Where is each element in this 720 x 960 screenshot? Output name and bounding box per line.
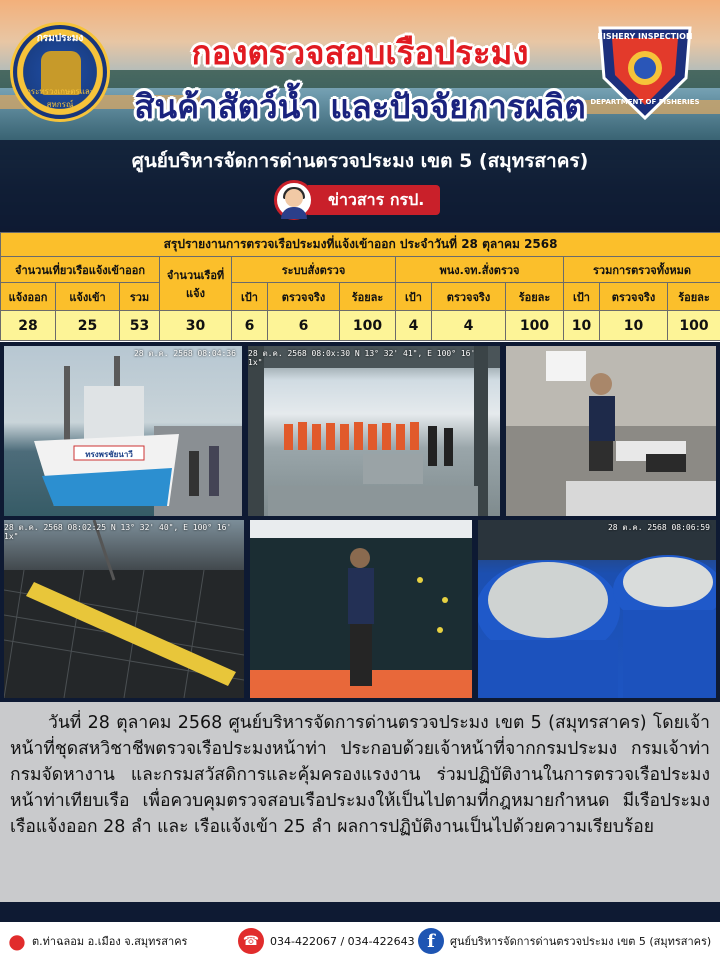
inspection-report-table bbox=[0, 232, 720, 342]
logo-right-top-text: FISHERY INSPECTION bbox=[597, 32, 693, 41]
subheader-system-target: เป้า bbox=[232, 283, 268, 311]
officer-and-net-pile-illustration bbox=[250, 520, 472, 698]
photo-team-at-pier bbox=[248, 346, 500, 516]
value-vessels: 30 bbox=[160, 311, 232, 341]
subheader-officer-actual: ตรวจจริง bbox=[432, 283, 506, 311]
footer-facebook-text: ศูนย์บริหารจัดการด่านตรวจประมง เขต 5 (สมุทรสาคร) bbox=[450, 935, 712, 948]
news-label: ข่าวสาร กรป. bbox=[308, 185, 440, 215]
value-total-actual: 10 bbox=[600, 311, 668, 341]
value-officer-actual: 4 bbox=[432, 311, 506, 341]
value-total-target: 10 bbox=[564, 311, 600, 341]
value-total-percent: 100 bbox=[668, 311, 720, 341]
header-banner bbox=[0, 0, 720, 232]
value-out: 28 bbox=[1, 311, 56, 341]
page-title-line-1: กองตรวจสอบเรือประมง bbox=[191, 33, 529, 72]
news-body-text: วันที่ 28 ตุลาคม 2568 ศูนย์บริหารจัดการด่านตรวจประมง เขต 5 (สมุทรสาคร) โดยเจ้าหน้าที่ชุดสหวิชาชีพตรวจเรือประมงหน้าท่า ประกอบด้วยเจ้าหน้าที่จากกรมประมง กรมเจ้าท่า กรมจัดหางาน และกรมสวัสดิการและคุ้มครองแรงงาน ร่วมปฏิบัติงานในการตรวจเรือประมงหน้าท่าเทียบเรือ เพื่อควบคุมตรวจสอบเรือประมงให้เป็นไปตามที่กฎหมายกำหนด มีเรือประมง เรือแจ้งออก 28 ลำ และ เรือแจ้งเข้า 25 ลำ ผลการปฏิบัติงานเป็นไปด้วยความเรียบร้อย bbox=[10, 713, 710, 837]
phone-icon: ☎ bbox=[238, 928, 264, 954]
value-sum: 53 bbox=[120, 311, 160, 341]
logo-left-bottom-text: กระทรวงเกษตรและสหกรณ์ bbox=[25, 87, 95, 109]
photo-officer-inspecting-net bbox=[250, 520, 472, 698]
subheader-sum: รวม bbox=[120, 283, 160, 311]
logo-right-bottom-text: DEPARTMENT OF FISHERIES bbox=[590, 98, 700, 106]
photo-timestamp: 28 ต.ค. 2568 08:04:36 bbox=[133, 349, 236, 358]
header-vessels: จำนวนเรือที่แจ้ง bbox=[160, 257, 232, 311]
photo-timestamp: 28 ต.ค. 2568 08:0x:30 N 13° 32' 41", E 100° 16' 1x" bbox=[248, 349, 476, 367]
header-total: รวมการตรวจทั้งหมด bbox=[564, 257, 720, 283]
photo-fishing-boat-at-pier bbox=[4, 346, 242, 516]
header-trips: จำนวนเที่ยวเรือแจ้งเข้าออก bbox=[1, 257, 160, 283]
footer-facebook[interactable] bbox=[418, 928, 714, 954]
subheader-total-actual: ตรวจจริง bbox=[600, 283, 668, 311]
inspection-team-illustration bbox=[248, 346, 500, 516]
value-system-percent: 100 bbox=[340, 311, 396, 341]
reporter-avatar-icon bbox=[274, 180, 314, 220]
footer-address bbox=[8, 928, 238, 954]
news-body bbox=[0, 702, 720, 902]
value-system-actual: 6 bbox=[268, 311, 340, 341]
subheader-in: แจ้งเข้า bbox=[56, 283, 120, 311]
subheader-system-percent: ร้อยละ bbox=[340, 283, 396, 311]
photo-fish-catch-barrels bbox=[478, 520, 716, 698]
footer-contact-bar bbox=[0, 922, 720, 960]
boat-name-label: ทรงพรชัยนาวี bbox=[85, 450, 133, 459]
photo-officer-checking-documents bbox=[506, 346, 716, 516]
officer-with-documents-illustration bbox=[506, 346, 716, 516]
logo-left-top-text: กรมประมง bbox=[36, 33, 84, 44]
facebook-icon: f bbox=[418, 928, 444, 954]
photo-timestamp: 28 ต.ค. 2568 08:06:59 bbox=[607, 523, 710, 532]
value-in: 25 bbox=[56, 311, 120, 341]
value-officer-target: 4 bbox=[396, 311, 432, 341]
value-system-target: 6 bbox=[232, 311, 268, 341]
subheader-officer-target: เป้า bbox=[396, 283, 432, 311]
value-officer-percent: 100 bbox=[506, 311, 564, 341]
footer-phone-text: 034-422067 / 034-422643 bbox=[270, 934, 415, 948]
subheader-out: แจ้งออก bbox=[1, 283, 56, 311]
subheader-system-actual: ตรวจจริง bbox=[268, 283, 340, 311]
photo-net-mesh-measurement bbox=[4, 520, 244, 698]
page-title-line-2: สินค้าสัตว์น้ำ และปัจจัยการผลิต bbox=[134, 87, 586, 126]
subheader-officer-percent: ร้อยละ bbox=[506, 283, 564, 311]
subheader-total-target: เป้า bbox=[564, 283, 600, 311]
news-badge bbox=[274, 182, 440, 218]
location-pin-icon: ● bbox=[8, 929, 26, 953]
footer-address-text: ต.ท่าฉลอม อ.เมือง จ.สมุทรสาคร bbox=[32, 935, 188, 948]
fish-barrels-illustration bbox=[478, 520, 716, 698]
header-officer: พนง.จท.สั่งตรวจ bbox=[396, 257, 564, 283]
photo-timestamp: 28 ต.ค. 2568 08:02:25 N 13° 32' 40", E 100° 16' 1x" bbox=[4, 523, 232, 541]
fishing-boat-illustration bbox=[4, 346, 242, 516]
page-subtitle: ศูนย์บริหารจัดการด่านตรวจประมง เขต 5 (สมุทรสาคร) bbox=[131, 150, 589, 172]
fishing-net-ruler-illustration bbox=[4, 520, 244, 698]
footer-phone[interactable] bbox=[238, 928, 418, 954]
header-system: ระบบสั่งตรวจ bbox=[232, 257, 396, 283]
subheader-total-percent: ร้อยละ bbox=[668, 283, 720, 311]
report-caption: สรุปรายงานการตรวจเรือประมงที่แจ้งเข้าออก ประจำวันที่ 28 ตุลาคม 2568 bbox=[1, 233, 720, 257]
